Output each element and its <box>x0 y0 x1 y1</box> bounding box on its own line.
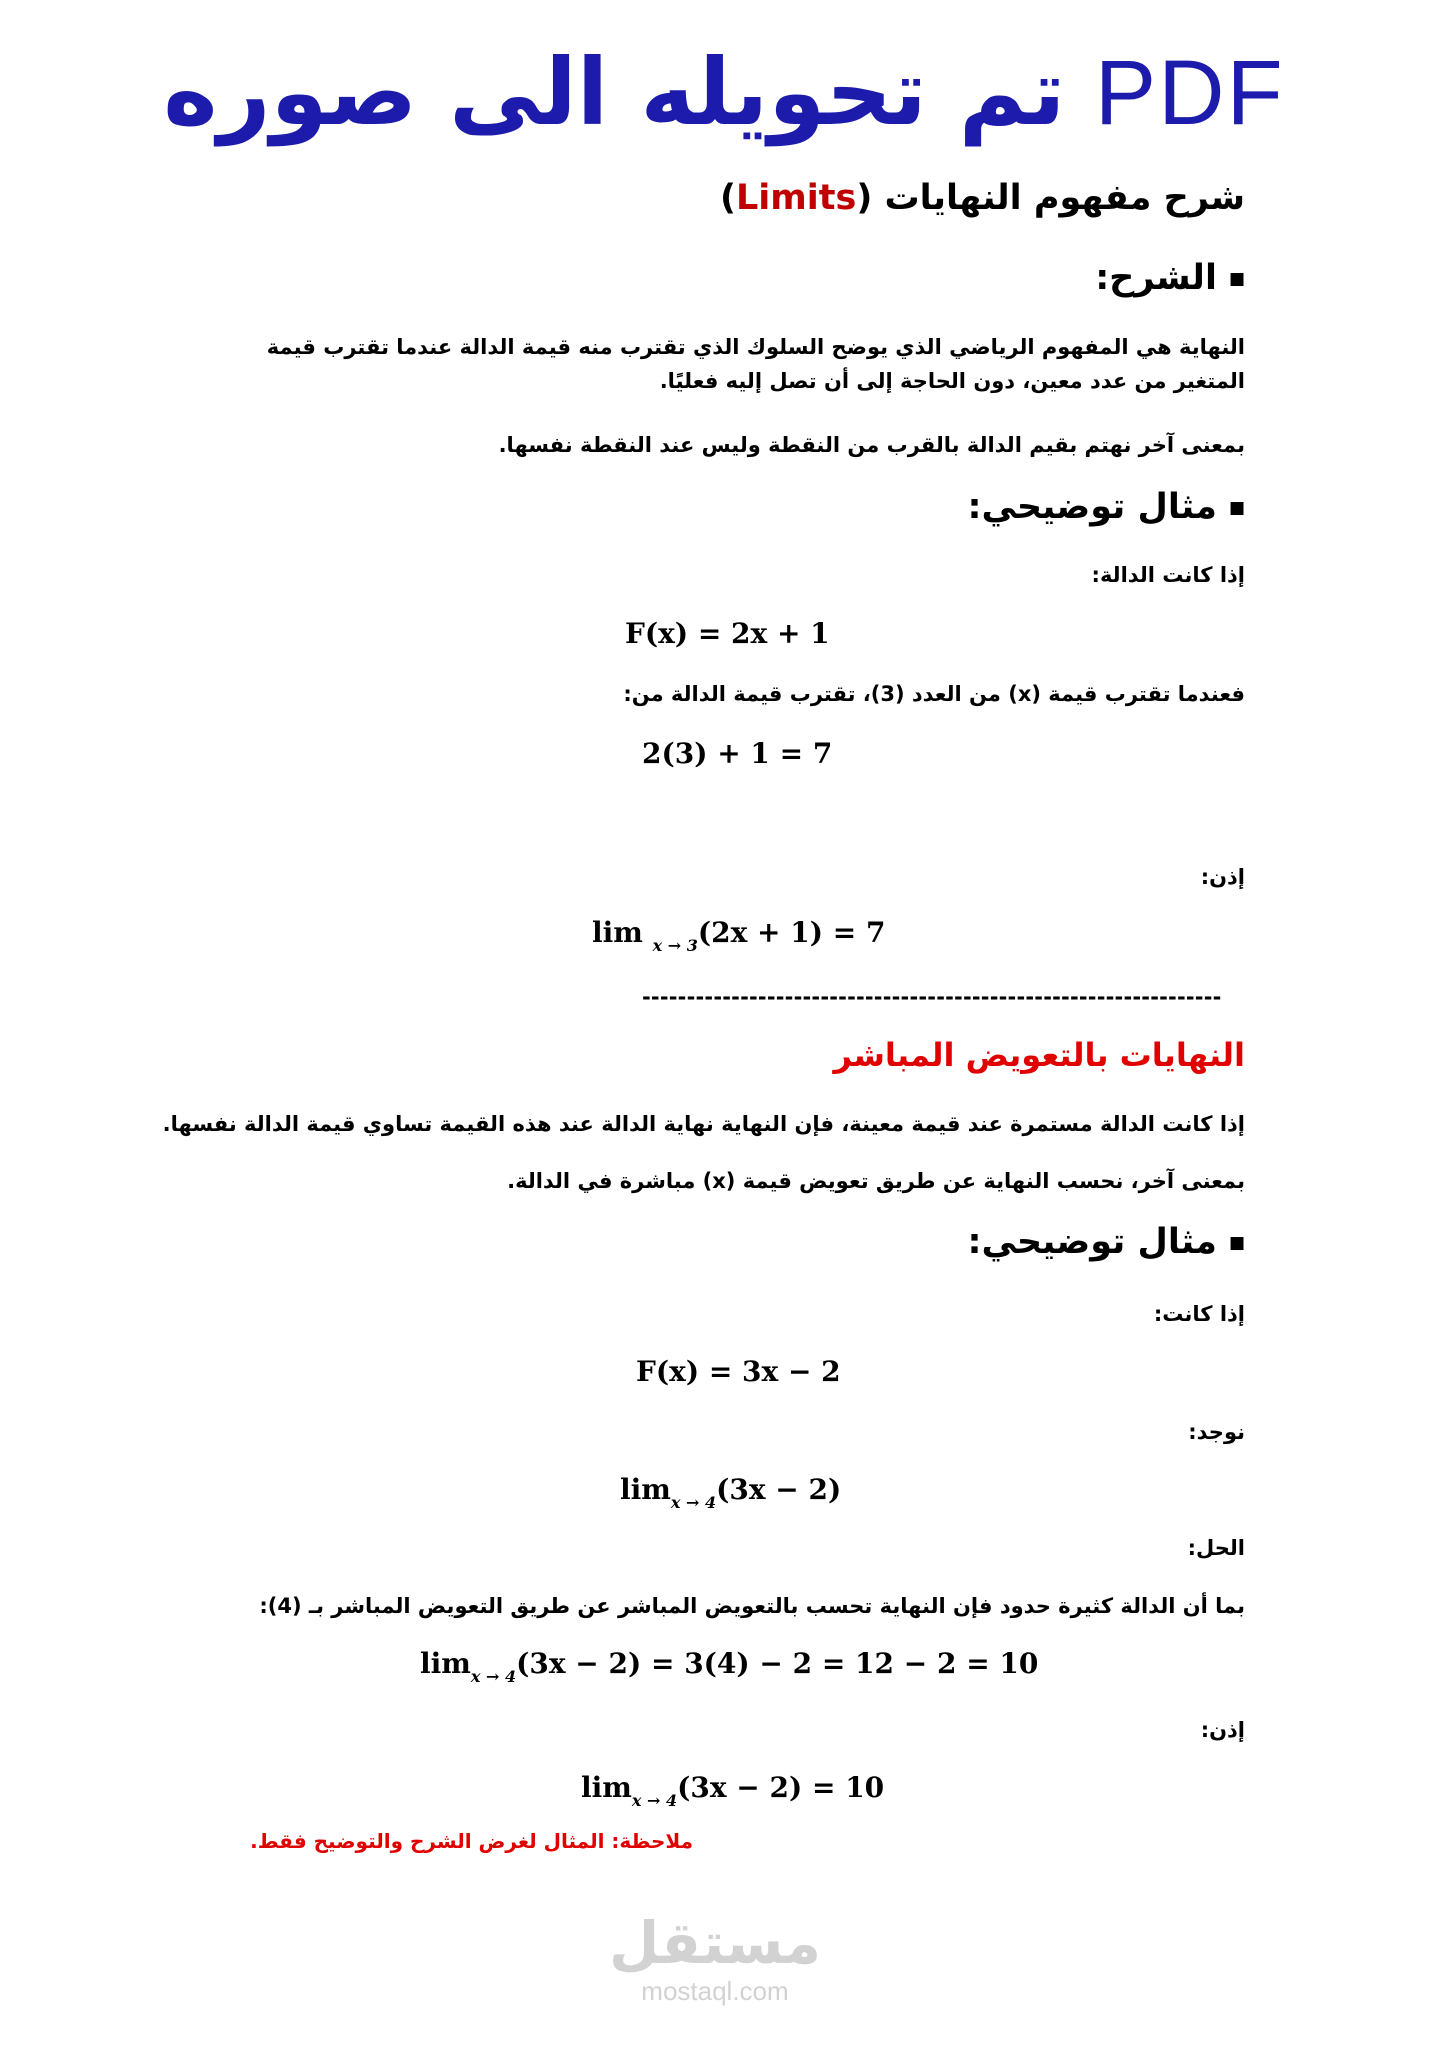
title-highlight: Limits <box>735 178 857 218</box>
example1-then: إذن: <box>1200 865 1245 889</box>
section-separator: ----------------------------------------------------------------- <box>642 985 1222 1009</box>
example2-solution-text: بما أن الدالة كثيرة حدود فإن النهاية تحسب بالتعويض المباشر عن طريق التعويض المباشر بـ (4): <box>259 1594 1245 1618</box>
example2-function: F(x) = 3x − 2 <box>636 1355 841 1388</box>
watermark-arabic: مستقل <box>608 1909 822 1977</box>
example2-calculation: $\lim_{x \to 4}(3x - 2) = 3(4) - 2 = 12 - 2 = 10$ <box>420 1647 1039 1686</box>
page-title <box>720 178 1245 218</box>
direct-substitution-heading: النهايات بالتعويض المباشر <box>833 1036 1245 1074</box>
title-prefix: شرح مفهوم النهايات ( <box>856 178 1245 218</box>
example1-intro: إذا كانت الدالة: <box>1091 563 1245 587</box>
explanation-paragraph: النهاية هي المفهوم الرياضي الذي يوضح السلوك الذي تقترب منه قيمة الدالة عندما تقترب قيمة المتغير من عدد معين، دون الحاجة إلى أن تصل إليه فعليًا. <box>266 335 1245 393</box>
example2-final-limit: $\lim_{x \to 4}(3x - 2) = 10$ <box>581 1771 885 1810</box>
direct-substitution-paragraph-2: بمعنى آخر، نحسب النهاية عن طريق تعويض قيمة (x) مباشرة في الدالة. <box>507 1169 1245 1193</box>
bullet-square-icon: ■ <box>1228 498 1245 518</box>
note-text: ملاحظة: المثال لغرض الشرح والتوضيح فقط. <box>250 1829 693 1853</box>
watermark-latin: mostaql.com <box>641 1976 789 2006</box>
example2-find: نوجد: <box>1188 1420 1245 1444</box>
banner-arabic-text: تم تحويله الى صوره <box>163 39 1066 146</box>
explanation-heading: ■الشرح: <box>1095 258 1245 298</box>
direct-substitution-paragraph: إذا كانت الدالة مستمرة عند قيمة معينة، فإن النهاية نهاية الدالة عند هذه القيمة تساوي قيمة الدالة نفسها. <box>162 1112 1245 1136</box>
banner-pdf-text: PDF <box>1094 42 1285 144</box>
example2-limit: $\lim_{x \to 4}(3x - 2)$ <box>620 1473 842 1512</box>
bullet-square-icon: ■ <box>1228 269 1245 289</box>
bullet-square-icon: ■ <box>1228 1233 1245 1253</box>
example1-approach-text: فعندما تقترب قيمة (x) من العدد (3)، تقترب قيمة الدالة من: <box>623 682 1245 706</box>
page-banner <box>0 34 1448 152</box>
example2-then: إذن: <box>1200 1718 1245 1742</box>
example1-calculation: 2(3) + 1 = 7 <box>642 737 833 770</box>
example2-solution-label: الحل: <box>1187 1536 1245 1560</box>
example2-intro: إذا كانت: <box>1153 1302 1245 1326</box>
title-suffix: ) <box>719 178 736 218</box>
example1-heading: ■مثال توضيحي: <box>967 487 1245 527</box>
example1-limit: lim $_{x \to 3}$(2x + 1) = 7 <box>592 916 886 955</box>
explanation-paragraph-2: بمعنى آخر نهتم بقيم الدالة بالقرب من النقطة وليس عند النقطة نفسها. <box>498 433 1245 457</box>
watermark-logo <box>580 1910 850 2006</box>
example1-function: F(x) = 2x + 1 <box>625 617 830 650</box>
example2-heading: ■مثال توضيحي: <box>967 1222 1245 1262</box>
